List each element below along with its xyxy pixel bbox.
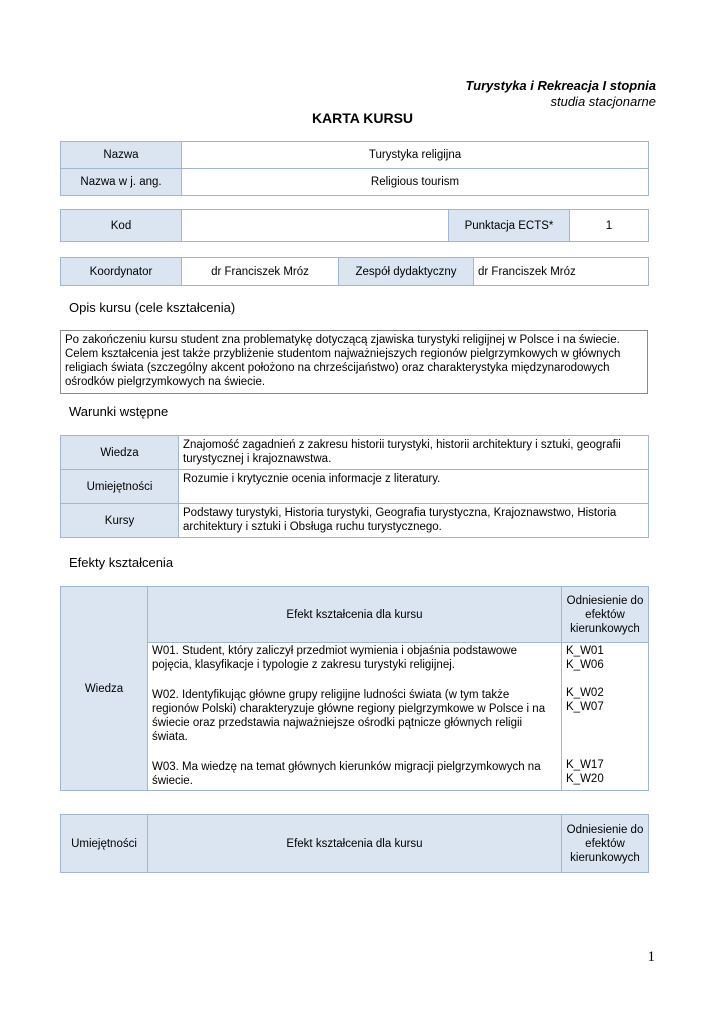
kod-label: Kod [61,210,182,242]
outcome-item: W01. Student, który zaliczył przedmiot wymienia i objaśnia podstawowe pojęcia, klasyfikacje i typologie z zakresu turystyki religijnej. [152,645,517,671]
team-label: Zespół dydaktyczny [339,258,474,286]
ref-code: K_W01 [566,645,604,657]
prerequisites-table [60,435,649,538]
code-table [60,209,649,242]
ref-code: K_W20 [566,773,604,785]
course-name-table [60,141,649,196]
knowledge-refs-cell [562,643,649,791]
ects-label: Punktacja ECTS* [449,210,570,242]
ref-code: K_W07 [566,701,604,713]
name-en-value: Religious tourism [182,169,649,196]
kod-value [182,210,449,242]
prerequisites-heading: Warunki wstępne [69,404,169,419]
outcomes-heading: Efekty kształcenia [69,555,174,570]
knowledge-effects-cell [148,643,562,791]
prereq-text: Podstawy turystyki, Historia turystyki, Geografia turystyczna, Krajoznawstwo, Historia architektury i sztuki i Obsługa ruchu turystycznego. [179,504,649,538]
name-value: Turystyka religijna [182,142,649,169]
coordinator-value: dr Franciszek Mróz [182,258,339,286]
coordinator-label: Koordynator [61,258,182,286]
page-number: 1 [647,949,655,965]
knowledge-outcomes-table [60,586,649,791]
reference-column-header: Odniesienie do efektów kierunkowych [562,815,649,873]
skills-label: Umiejętności [61,815,148,873]
page-title: KARTA KURSU [311,110,414,126]
name-label: Nazwa [61,142,182,169]
prereq-text: Rozumie i krytycznie ocenia informacje z literatury. [179,470,649,504]
effect-column-header: Efekt kształcenia dla kursu [148,587,562,643]
reference-column-header: Odniesienie do efektów kierunkowych [562,587,649,643]
outcome-item: W02. Identyfikując główne grupy religijne ludności świata (w tym także regionów Polski) charakteryzuje główne regiony pielgrzymkowe w Polsce i na świecie oraz przedstawia najważniejsze ośrodki pątnicze głównych religii świata. [152,689,546,743]
ref-code: K_W02 [566,687,604,699]
team-value: dr Franciszek Mróz [474,258,649,286]
prereq-label: Wiedza [61,436,179,470]
name-en-label: Nazwa w j. ang. [61,169,182,196]
skills-outcomes-table [60,814,649,873]
description-heading: Opis kursu (cele kształcenia) [69,300,236,315]
program-name: Turystyka i Rekreacja I stopnia [465,78,656,93]
effect-column-header: Efekt kształcenia dla kursu [148,815,562,873]
study-mode: studia stacjonarne [550,94,656,109]
staff-table [60,257,649,286]
knowledge-label: Wiedza [61,587,148,791]
description-text: Po zakończeniu kursu student zna problematykę dotyczącą zjawiska turystyki religijnej w Polsce i na świecie. Celem kształcenia jest także przybliżenie studentom najważniejszych regionów pielgrzymkowych w głównych religiach świata (szczególny akcent położono na chrześcijaństwo) oraz charakterystyka międzynarodowych ośrodków pielgrzymkowych na świecie. [60,330,648,394]
ref-code: K_W06 [566,659,604,671]
outcome-item: W03. Ma wiedzę na temat głównych kierunków migracji pielgrzymkowych na świecie. [152,761,541,787]
prereq-text: Znajomość zagadnień z zakresu historii turystyki, historii architektury i sztuki, geografii turystycznej i krajoznawstwa. [179,436,649,470]
prereq-label: Umiejętności [61,470,179,504]
prereq-label: Kursy [61,504,179,538]
ref-code: K_W17 [566,759,604,771]
ects-value: 1 [570,210,649,242]
